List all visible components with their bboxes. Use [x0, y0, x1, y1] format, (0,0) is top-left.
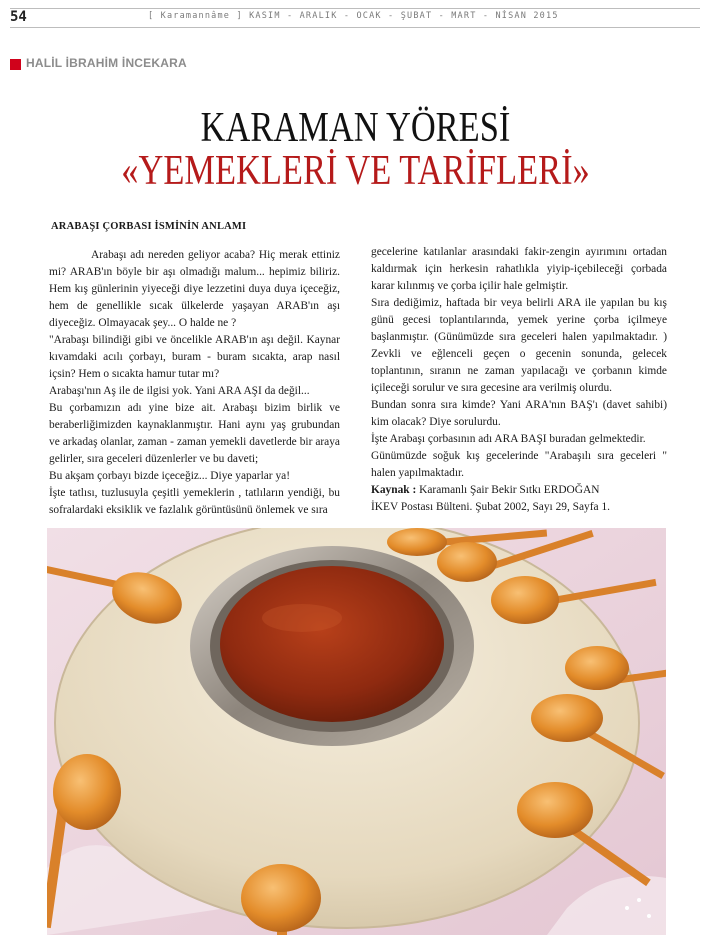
paragraph: Bundan sonra sıra kimde? Yani ARA'nın BAŞ'ı (davet sahibi) kim olacak? Diye sorulurdu.: [371, 399, 667, 428]
paragraph: gecelerine katılanlar arasındaki fakir-zengin ayırımını ortadan kaldırmak için herkesin rahatlıkla yiyip-içebileceği çorbada karar kılınmış ve çorba içilir hale gelmiştir.: [371, 246, 667, 292]
left-column: [49, 218, 340, 519]
paragraph: Arabaşı'nın Aş ile de ilgisi yok. Yani ARA AŞI da değil...: [49, 385, 310, 397]
paragraph: "Arabaşı bilindiği gibi ve öncelikle ARAB'ın aşı değil. Kaynar kıvamdaki acılı çorbayı, buram - buram sıcakta, arap nasıl içsin? Hem o sıcakta hamur tutar mı?: [49, 334, 340, 380]
sugar-sprinkle: [625, 906, 629, 910]
header-rule-bottom: [10, 27, 700, 28]
source-label: Kaynak :: [371, 484, 417, 496]
paragraph: Günümüzde soğuk kış gecelerinde "Arabaşılı sıra geceleri " halen yapılmaktadır.: [371, 450, 667, 479]
paragraph: Bu çorbamızın adı yine bize ait. Arabaşı bizim birlik ve beraberliğimizden kaynaklanmıştır. Hani aynı yaş grubundan ve arkadaş olanlar, zaman - zaman yemekli davetlerde bir araya gelirler, sıra geceleri düzenlerler ve bu daveti;: [49, 402, 340, 465]
sugar-sprinkle: [647, 914, 651, 918]
author-marker: [10, 59, 21, 70]
paragraph: İşte Arabaşı çorbasının adı ARA BAŞI buradan gelmektedir.: [371, 433, 646, 445]
header-rule-top: [10, 8, 700, 9]
paragraph: İşte tatlısı, tuzlusuyla çeşitli yemeklerin , tatlıların yendiği, bu sofralardaki eksiklik ve fazlalık görüntüsünü önlemek ve sıra: [49, 487, 340, 516]
section-heading: ARABAŞI ÇORBASI İSMİNİN ANLAMI: [51, 221, 247, 232]
article-title-line2: «YEMEKLERİ VE TARİFLERİ»: [121, 148, 590, 194]
soup-photo: [47, 528, 666, 935]
source-text: Karamanlı Şair Bekir Sıtkı ERDOĞAN: [419, 484, 600, 496]
soup: [220, 566, 444, 722]
sugar-sprinkle: [637, 898, 641, 902]
paragraph: Bu akşam çorbayı bizde içeceğiz... Diye yaparlar ya!: [49, 470, 290, 482]
issue-line: [ Karamannâme ] KASIM - ARALIK - OCAK - ŞUBAT - MART - NİSAN 2015: [148, 11, 559, 21]
article-title-line1: KARAMAN YÖRESİ: [200, 105, 511, 151]
source-citation: İKEV Postası Bülteni. Şubat 2002, Sayı 29, Sayfa 1.: [371, 501, 610, 513]
page-header: [0, 0, 711, 40]
page-number: 54: [10, 9, 27, 25]
paragraph: Arabaşı adı nereden geliyor acaba? Hiç merak ettiniz mi? ARAB'ın böyle bir aşı olmadığı malum... hepimiz biliriz. Hem kış günlerinin yiyeceği diye lezzetini duya duya içeceğiz, hem de genellikle sıcak ülkelerde yaşayan ARAB'ın aşı diyeceğiz. Olmayacak şey... O halde ne ?: [49, 249, 340, 329]
right-column: [371, 244, 667, 516]
soup-highlight: [262, 604, 342, 632]
source-line: [371, 482, 667, 499]
author-name: HALİL İBRAHİM İNCEKARA: [26, 56, 187, 70]
paragraph: Sıra dediğimiz, haftada bir veya belirli ARA ile yapılan bu kış günü gecesi toplantılarında, yemek yerine çorba içilmeye başlanmıştır. (Günümüzde sıra geceleri halen yapılmaktadır. ) Zevkli ve eğlenceli geçen o gecenin sonunda, gelecek toplantının, sıranın ne zaman yapılacağı ve çorbanın kimde içileceği sorulur ve sıra gecesine ara verilmiş olurdu.: [371, 297, 667, 394]
